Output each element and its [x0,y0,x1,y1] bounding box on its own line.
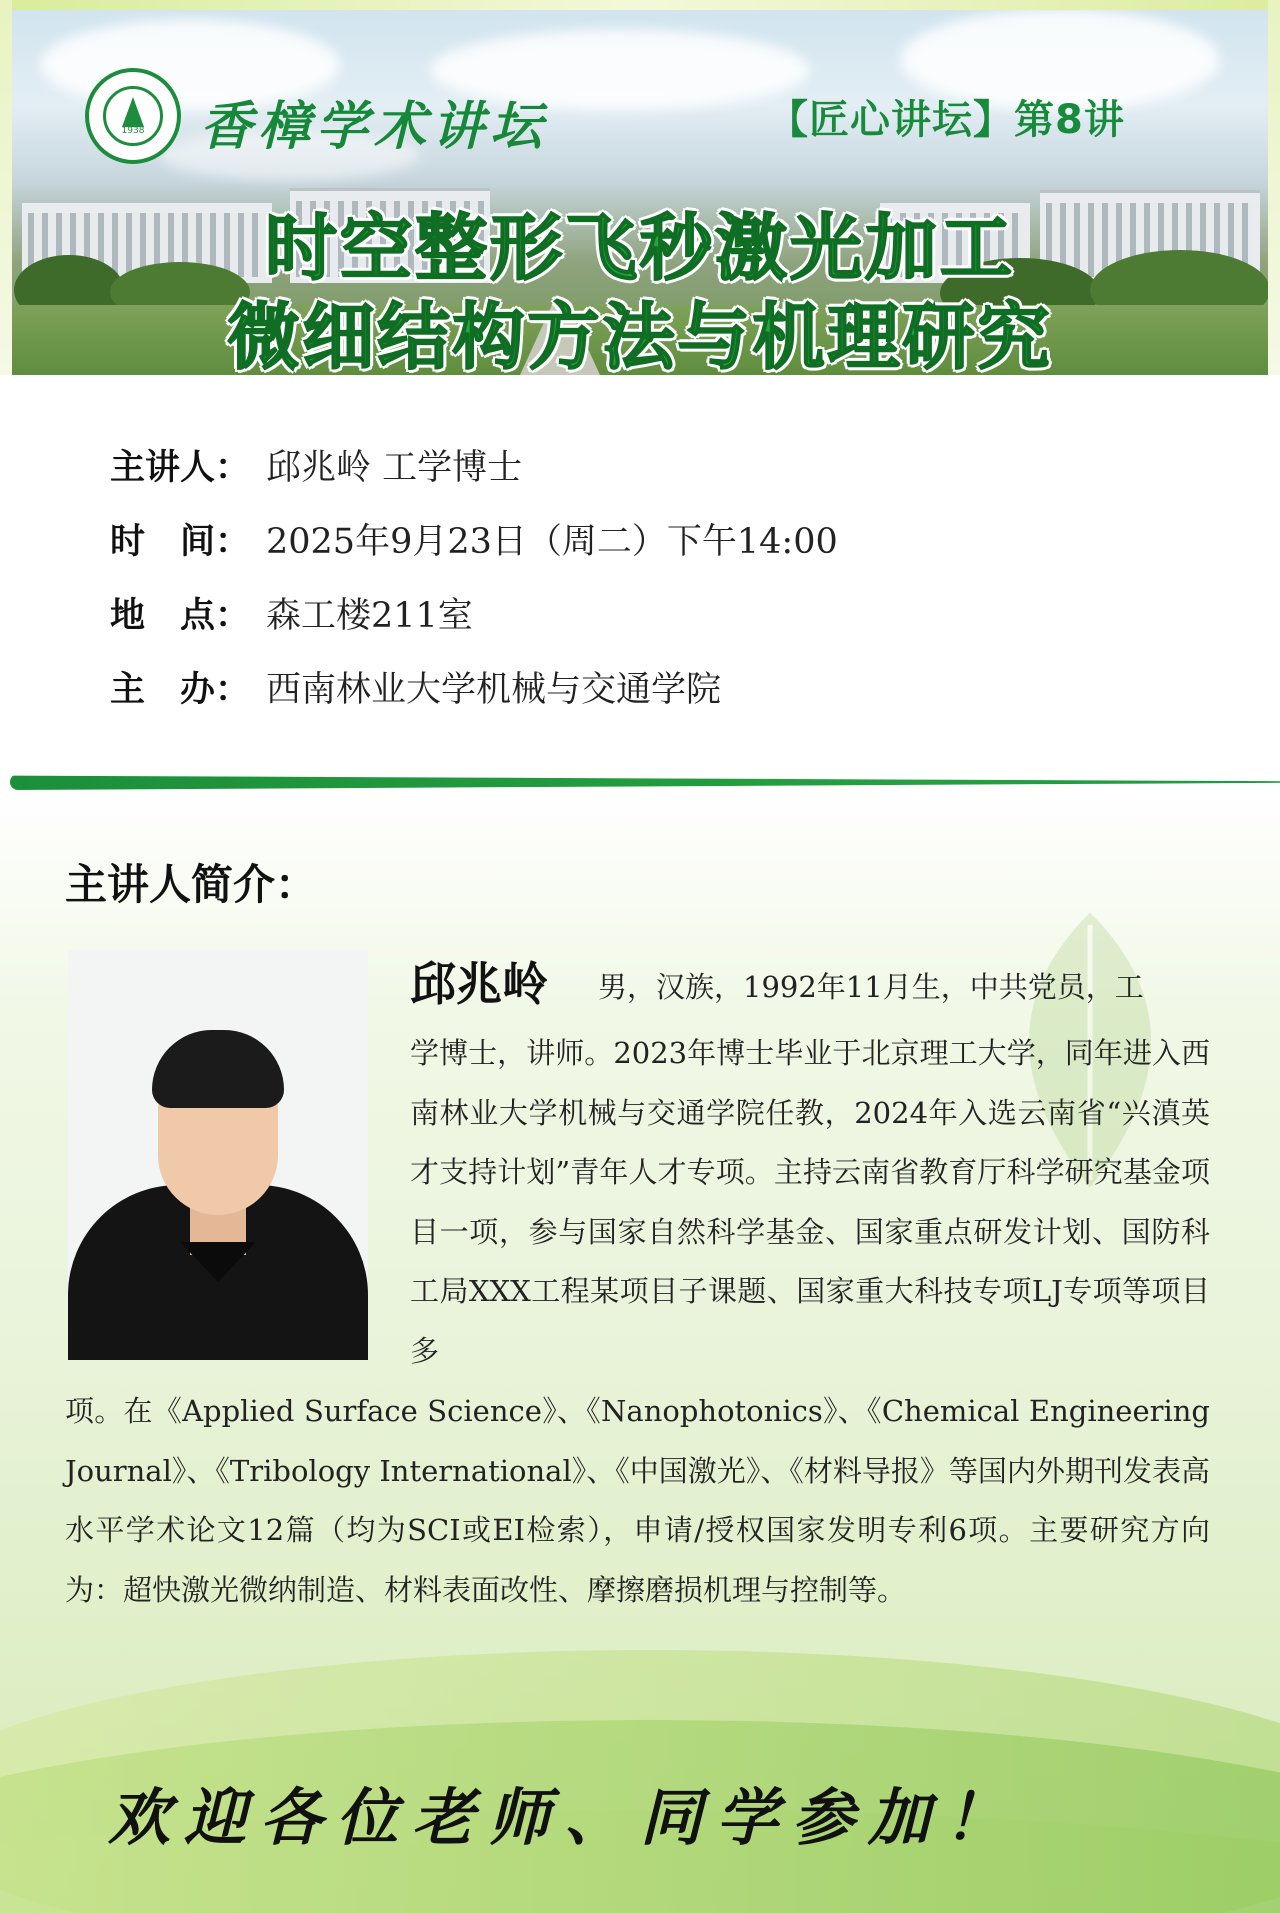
bio-paragraph: 项。在《Applied Surface Science》、《Nanophotonics》、《Chemical Engineering Journal》、《Tribology International》、《中国激光》、《材料导报》等国内外期刊发表高水平学术论文12篇（均为SCI或EI检索），申请/授权国家发明专利6项。主要研究方向为：超快激光微纳制造、材料表面改性、摩擦磨损机理与控制等。 [65,1394,1210,1607]
episode-label: 【匠心讲坛】第8讲 [768,97,1125,143]
header-banner [0,0,1280,375]
bio-heading: 主讲人简介： [65,860,318,909]
speaker-name: 邱兆岭 [410,957,548,1011]
bio-text-side [410,1024,1210,1381]
info-value: 邱兆岭 工学博士 [266,448,523,488]
info-label: 主 办： [110,670,251,710]
info-label: 时 间： [110,522,251,562]
bio-paragraph: 学博士，讲师。2023年博士毕业于北京理工大学，同年进入西南林业大学机械与交通学院任教，2024年入选云南省“兴滇英才支持计划”青年人才专项。主持云南省教育厅科学研究基金项目一项，参与国家自然科学基金、国家重点研发计划、国防科工局XXX工程某项目子课题、国家重大科技专项LJ专项等项目多 [410,1036,1210,1368]
bio-intro: 男，汉族，1992年11月生，中共党员，工 [598,970,1144,1004]
lecture-title-line1: 时空整形飞秒激光加工 [264,206,1015,290]
logo-year: 1938 [121,126,145,136]
info-host [110,662,838,736]
welcome-message: 欢迎各位老师、同学参加！ [108,1781,1021,1854]
info-value: 森工楼211室 [266,596,473,636]
info-speaker [110,440,838,514]
speaker-photo [68,950,368,1360]
university-logo [85,68,181,164]
banner-frame [0,0,1280,10]
info-value: 西南林业大学机械与交通学院 [266,670,722,710]
lecture-title-line2: 微细结构方法与机理研究 [227,295,1053,375]
info-value: 2025年9月23日（周二）下午14:00 [266,522,838,562]
info-label: 地 点： [110,596,251,636]
section-divider [10,774,1280,790]
info-time [110,514,838,588]
series-title: 香樟学术讲坛 [200,96,549,157]
lecture-info [110,440,838,736]
bio-text-full [65,1382,1210,1620]
info-location [110,588,838,662]
info-label: 主讲人： [110,448,251,488]
